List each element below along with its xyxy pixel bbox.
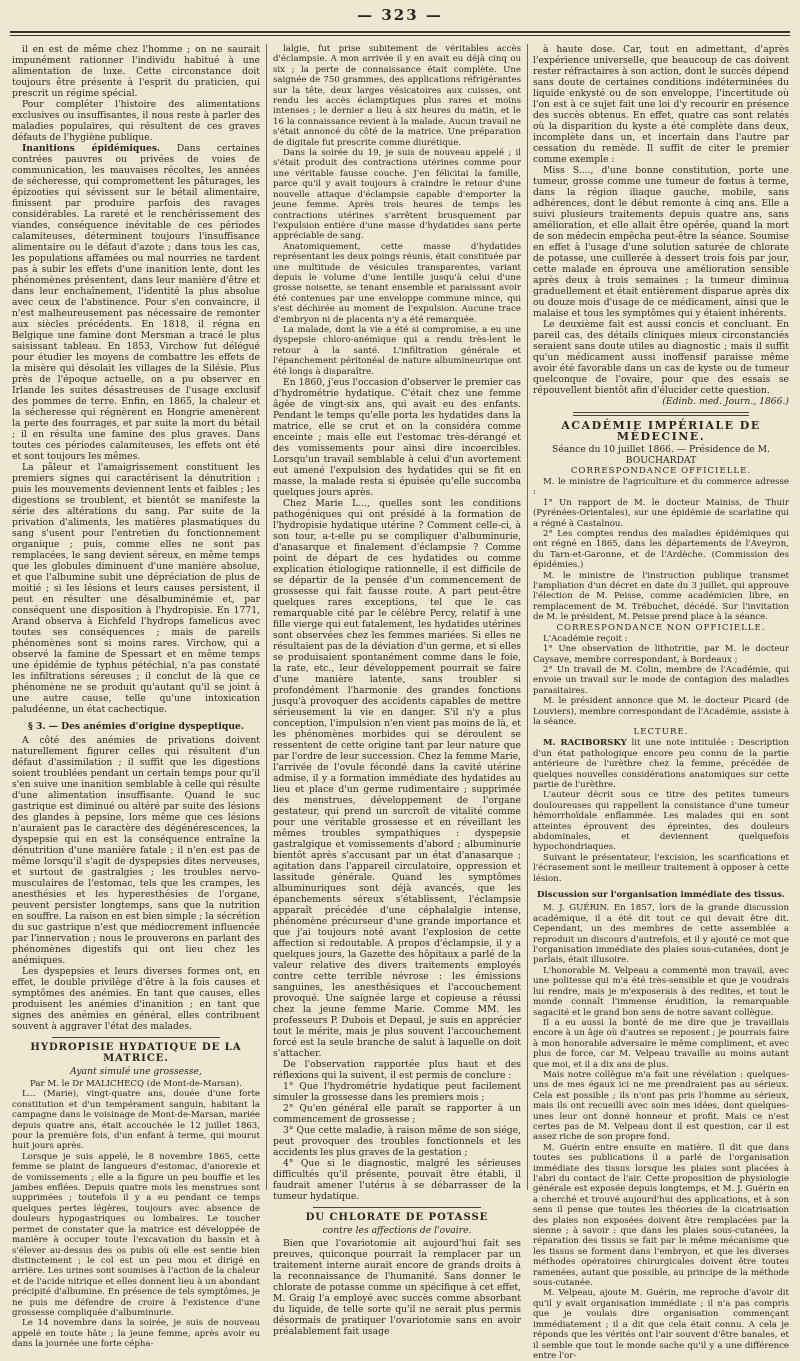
paragraph: Chez Marie L..., quelles sont les conditions pathogéniques qui ont présidé à la formation de l'hydropisie hydatique utérine ? Comment celle-ci, à son tour, a-t-elle pu se compliquer d'albuminurie, d'anasarque et finalement d'éclampsie ? Comme point de départ de ces hydatides ou comme explication étiologique rationnelle, il est difficile de se départir de la pensée d'un commencement de grossesse qui fait fausse route. A part peut-être quelques rares exceptions, tel que le cas remarquable cité par le célèbre Percy, relatif à une fille vierge qui eut fatalement, les hydatides utérines sont observées chez les femmes mariées. Si elles ne résultaient pas de la déviation d'un germe, et si elles se produisaient spontanément comme dans le foie, la rate, etc., leur développement pourrait se faire d'une manière latente, sans troubler si profondément l'harmonie des grandes fonctions jusqu'à provoquer des accidents capables de mettre sérieusement la vie en danger. S'il n'y a plus conception, l'impulsion n'en vient pas moins de là, et les phénomènes morbides qui se déroulent se ressentent de cette origine tant par leur nature que par l'ordre de leur succession. Chez la femme Marie, l'arrivée de l'ovule fécondé dans la cavité utérine admise, il y a formation immédiate des hydatides au lieu et place d'un germe rudimentaire ; supprimée des menstrues, développement de l'organe gestateur, qui prend un surcroît de vitalité comme pour une véritable grossesse et en réveillant les mêmes troubles sympathiques : dyspepsie gastralgique et vomissements d'abord ; albuminurie bientôt après s'accusant par un état d'anasarque ; agitation dans l'appareil circulatoire, oppression et lassitude générale. Quand les symptômes albuminuriques sont déjà avancés, que les épanchements séreux s'établissent, l'éclampsie apparaît précédée d'une céphalalgie intense, phénomène précurseur d'une grande importance et que j'ai toujours noté avant l'explosion de cette affection si redoutable. A propos d'éclampsie, il y a quelques jours, la Gazette des hôpitaux a parlé de la valeur relative des divers traitements employés contre cette terrible névrose : les émissions sanguines, les anesthésiques et l'accouchement provoqué. Une saignée large et copieuse a réussi chez la jeune femme Marie. Comme MM. les professeurs P. Dubois et Depaul, je suis en apprécier tout le mérite, mais je plus souvent l'accouchement forcé est la seule branche de salut à laquelle on doit s'attacher. bbox=[273, 498, 521, 1059]
paragraph: Pour compléter l'histoire des alimentations exclusives ou insuffisantes, il nous reste à parler des maladies populaires, qui résultent de ces graves défauts de l'hygiène publique. bbox=[12, 99, 260, 143]
subsection-heading: LECTURE. bbox=[633, 727, 689, 738]
speaker-name: M. RACIBORSKY bbox=[543, 738, 627, 749]
run-in-heading: Inanitions épidémiques. bbox=[22, 143, 161, 154]
paragraph-text: Dans certaines contrées pauvres ou privées de voies de communication, les mauvaises récoltes, les années de sécheresse, qui compromettent les pâturages, les épizooties qui sévissent sur le bétail alimentaire, finissent par produire parfois des ravages considérables. La rareté et le renchérissement des viandes, conséquence inévitable de ces périodes calamiteuses, déterminent toujours l'insuffisance alimentaire ou le défaut d'azote ; dans tous les cas, les populations affamées ou mal nourries ne tardent pas à subir les effets d'une inanition lente, dont les phénomènes présentent, dans leur manière d'être et dans leur enchaînement, l'identité la plus absolue avec ceux de l'abstinence. Pour s'en convaincre, il n'est malheureusement pas nécessaire de remonter aux siècles précédents. En 1818, il régna en Belgique une famine dont Mersman a tracé le plus saisissant tableau. En 1853, Virchow fut délégué pour étudier les moyens de combattre les effets de la misère qui désolait les villages de la Silésie. Plus près de l'époque actuelle, on a pu observer en Irlande les suites désastreuses de l'usage exclusif des pommes de terre. Enfin, en 1865, la chaleur et la sécheresse qui régnèrent en Hongrie amenèrent la perte des fourrages, et par suite la mort du bétail ; il en résulta une famine des plus graves. Dans toutes ces périodes calamiteuses, les effets ont été et sont toujours les mêmes. bbox=[12, 143, 261, 462]
paragraph: M. le ministre de l'instruction publique transmet l'ampliation d'un décret en date du 3 juillet, qui approuve l'élection de M. Peisse, comme académicien libre, en remplacement de M. Trébuchet, décédé. Sur l'invitation de M. le président, M. Peisse prend place à la séance. bbox=[533, 570, 789, 623]
article-subtitle: Ayant simulé une grossesse, bbox=[70, 1066, 202, 1077]
paragraph bbox=[533, 738, 789, 790]
subsection-heading: CORRESPONDANCE NON OFFICIELLE. bbox=[556, 622, 766, 633]
column-separator-1 bbox=[266, 44, 267, 1190]
paragraph: Le deuxième fait est aussi concis et concluant. En pareil cas, des détails cliniques mieux circonstanciés seraient sans doute utiles au diagnostic ; mais il suffit qu'un médicament aussi inoffensif paraisse même avoir été favorable dans un cas de kyste ou de tumeur quelconque de l'ovaire, pour que des essais se répouvellent bientôt afin d'élucider cette question. bbox=[533, 319, 789, 396]
paragraph: Les dyspepsies et leurs diverses formes ont, en effet, le double privilège d'être à la fois causes et symptômes des anémies. En tant que causes, elles produisent les anémies d'inanition ; en tant que signes des anémies en général, elles contribuent souvent à aggraver l'état des malades. bbox=[12, 966, 260, 1032]
article-divider bbox=[313, 1207, 481, 1208]
article-title: DU CHLORATE DE POTASSE bbox=[305, 1212, 489, 1223]
column-3 bbox=[533, 44, 790, 1361]
source-citation: (Edinb. med. Journ., 1866.) bbox=[662, 396, 789, 407]
paragraph: il en est de même chez l'homme ; on ne saurait impunément rationner l'individu habitué à une alimentation de luxe. Cette circonstance doit toujours être présente à l'esprit du praticien, qui prescrit un régime spécial. bbox=[12, 44, 260, 99]
paragraph: 1° Une observation de lithotritie, par M. le docteur Caysave, membre correspondant, à Bordeaux ; bbox=[533, 644, 789, 665]
subsection-heading: Discussion sur l'organisation immédiate des tissus. bbox=[537, 890, 785, 901]
paragraph: 1° Un rapport de M. le docteur Mainiss, de Thuir (Pyrénées-Orientales), sur une épidémie de scarlatine qui a régné à Castalnou. bbox=[533, 497, 789, 529]
page-number: — 323 — bbox=[357, 6, 443, 24]
paragraph: Mais notre collègue m'a fait une révélation : quelques-uns de mes égaux ici ne me prendraient pas au sérieux. Cela est possible ; ils n'ont pas pris l'homme au sérieux, mais ils ont recueilli avec soin mes idées, dont quelques-unes leur ont donné honneur et profit. Mais ce n'est certes pas de M. Velpeau dont il est question, car il est assez riche de son propre fond. bbox=[533, 1069, 789, 1143]
section-divider-thin bbox=[573, 415, 749, 416]
conclusion-item: 4° Que si le diagnostic, malgré les sérieuses difficultés qu'il présente, pouvait être établi, il faudrait amener l'utérus à se débarrasser de la tumeur hydatique. bbox=[273, 1158, 521, 1202]
paragraph: 2° Un travail de M. Colin, membre de l'Académie, qui envoie un travail sur le mode de contagion des maladies parasitaires. bbox=[533, 664, 789, 696]
column-1 bbox=[12, 44, 261, 1350]
paragraph: L'honorable M. Velpeau a commenté mon travail, avec une politesse qui m'a été très-sensible et que je voudrais lui rendre, mais je m'exposerais à des redites, et tout le monde connaît l'immense érudition, la remarquable sagacité et le grand bon sens de notre savant collègue. bbox=[533, 965, 789, 1018]
article-divider bbox=[52, 1037, 220, 1038]
paragraph: L'Académie reçoit : bbox=[543, 633, 628, 644]
paragraph: M. Guérin entre ensuite en matière. Il dit que dans toutes ses publications il a parlé de l'organisation immédiate des tissus lorsque les plaies sont placées à l'abri du contact de l'air. Cette proposition de physiologie générale est exposée depuis longtemps, et M. J. Guérin en a cherché et trouvé aujourd'hui des applications, et à son sens il pense que toutes les théories de la cicatrisation des plaies non exposées doivent être remplacées par la sienne ; à savoir : que dans les plaies sous-cutanées, la réparation des tissus se fait par le même mécanisme que les tissus se forment dans l'embryon, et que les diverses méthodes opératoires chirurgicales doivent être toutes ramenées, autant que possible, au principe de la méthode sous-cutanée. bbox=[533, 1142, 789, 1289]
column-2 bbox=[273, 44, 521, 1337]
paragraph: Le 14 novembre dans la soirée, je suis de nouveau appelé en toute hâte ; la jeune femme, après avoir eu dans la journée une forte cépha- bbox=[12, 1318, 260, 1350]
paragraph bbox=[12, 143, 260, 462]
paragraph: Dans la soirée du 19, je suis de nouveau appelé ; il s'était produit des contractions utérines comme pour une véritable fausse couche. J'en félicitai la famille, parce qu'il y avait toujours à craindre le retour d'une nouvelle attaque d'éclampsie capable d'emporter la jeune femme. Après trois heures de temps les contractions utérines s'arrêtent brusquement par l'expulsion entière d'une masse d'hydatides sans perte appréciable de sang. bbox=[273, 148, 521, 242]
paragraph: Lorsque je suis appelé, le 8 novembre 1865, cette femme se plaint de langueurs d'estomac, d'anorexie et de vomissements ; elle a la figure un peu bouffie et les jambes enflées. Depuis quatre mois les menstrues sont supprimées ; toutefois il y a eu pendant ce temps quelques pertes légères, toujours avec absence de douleurs hypogastriques ou lombaires. Le toucher permet de constater que la matrice est développée de manière à occuper toute l'excavation du bassin et à s'élever au-dessus des os pubis où elle est sentie bien distinctement ; le col est un peu mou et dirigé en arrière. Les urines sont soumises à l'action de la chaleur et de l'acide nitrique et elles donnent lieu à un abondant précipité d'albumine. En présence de tels symptômes, je ne puis me défendre de croire à l'existence d'une grossesse compliquée d'albuminurie. bbox=[12, 1151, 260, 1318]
paragraph: La pâleur et l'amaigrissement constituent les premiers signes qui caractérisent la dénutrition ; puis les mouvements deviennent lents et faibles ; les digestions se troublent, et bientôt se manifeste la série des altérations du sang. Par suite de la privation d'aliments, les matières plasmatiques du sang s'usent pour l'entretien du fonctionnement organique ; puis, comme elles ne sont pas remplacées, le sang devient séreux, en même temps que les globules diminuent d'une manière absolue, et que l'albumine subit une dépréciation de plus de moitié ; si les lésions et leurs causes persistent, il peut en résulter une désalbuminémie et, par conséquent une disposition à l'hydropisie. En 1771, Arand observa à Eichfeld l'hydrops famelicus avec toutes ses conséquences ; mais de pareils phénomènes sont si moins rares. Virchow, qui a observé la famine de Spessart et en même temps une épidémie de typhus pétéchial, n'a pas constaté les infiltrations séreuses ; il conclut de là que ce phénomène ne se produit qu'autant qu'il se joint à une autre cause, telle qu'une intoxication paludéenne, un état cachectique. bbox=[12, 462, 260, 715]
section-title: ACADÉMIE IMPÉRIALE DE MÉDECINE. bbox=[561, 419, 761, 443]
header-rule bbox=[10, 31, 790, 33]
paragraph: M. le ministre de l'agriculture et du commerce adresse : bbox=[533, 477, 789, 498]
paragraph: lalgie, fut prise subitement de véritables accès d'éclampsie. A mon arrivée il y en avait eu déjà cinq ou six ; la perte de connaissance était complète. Une saignée de 750 grammes, des applications réfrigérantes sur la tête, deux larges vésicatoires aux cuisses, ont rendu les accès éclamptiques plus rares et moins intenses ; le dernier a lieu à six heures du matin, et le 16 la connaissance revient à la malade. Aucun travail ne s'était annoncé du côté de la matrice. Une préparation de digitale fut prescrite comme diurétique. bbox=[273, 44, 521, 148]
paragraph: L'auteur décrit sous ce titre des petites tumeurs douloureuses qui rappellent la consistance d'une tumeur hémorrhoïdale enflammée. Les malades qui en sont atteintes éprouvent des épreintes, des douleurs abdominales, et deviennent quelquefois hypochondriaques. bbox=[533, 790, 789, 853]
paragraph: 2° Les comptes rendus des maladies épidémiques qui ont régné en 1865, dans les départements de l'Aveyron, du Tarn-et-Garonne, et de l'Ardèche. (Commission des épidémies.) bbox=[533, 529, 789, 571]
section-heading: § 3. — Des anémies d'origine dyspeptique. bbox=[27, 721, 245, 732]
paragraph: L... (Marie), vingt-quatre ans, douée d'une forte constitution et d'un tempérament sanguin, habitant la campagne dans le voisinage de Mont-de-Marsan, mariée depuis quatre ans, était accouchée le 12 juillet 1863, pour la première fois, d'un enfant à terme, qui mourut huit jours après. bbox=[12, 1089, 260, 1152]
paragraph: Suivant le présentateur, l'excision, les scarifications et l'écrasement sont le meilleur traitement à opposer à cette lésion. bbox=[533, 852, 789, 884]
column-separator-2 bbox=[527, 44, 528, 1190]
article-byline: Par M. le Dr MALICHECQ (de Mont-de-Marsan). bbox=[30, 1079, 242, 1089]
paragraph: Miss S...., d'une bonne constitution, porte une tumeur, grosse comme une tumeur de fœtus à terme, dans la région iliaque gauche, mobile, sans adhérences, dont le début remonte à cinq ans. Elle a suivi plusieurs traitements depuis quatre ans, sans amélioration, et elle allait être opérée, quand la mort de son médecin empêcha peut-être la séance. Soumise en effet à l'usage d'une solution saturée de chlorate de potasse, une cuillerée à dessert trois fois par jour, cette malade en éprouva une amélioration sensible après deux à trois semaines ; la tumeur diminua graduellement et était entièrement disparue après dix ou douze mois d'usage de ce médicament, ainsi que le malaise et tous les symptômes qui y étaient inhérents. bbox=[533, 165, 789, 319]
paragraph: à haute dose. Car, tout en admettant, d'après l'expérience universelle, que beaucoup de cas doivent rester réfractaires à son action, dont le succès dépend sans doute de certaines conditions indéterminées du liquide enkysté ou de son enveloppe, l'incertitude où l'on est à ce sujet fait une loi d'y recourir en présence des succès obtenus. En effet, quatre cas sont relatés où la disparition du kyste a été complète dans deux, incomplète dans un, et incertain dans l'autre par cessation du remède. Il suffit de citer le premier comme exemple : bbox=[533, 44, 789, 165]
paragraph: De l'observation rapportée plus haut et des réflexions qui la suivent, il est permis de conclure : bbox=[273, 1059, 521, 1081]
paragraph: La malade, dont la vie a été si compromise, a eu une dyspepsie chloro-anémique qui a rendu très-lent le retour à la santé. L'infiltration générale et l'épanchement péritonéal de nature albumineurique ont été longs à disparaître. bbox=[273, 324, 521, 377]
section-divider bbox=[573, 412, 749, 413]
conclusion-item: 2° Qu'en général elle paraît se rapporter à un commencement de grossesse ; bbox=[273, 1103, 521, 1125]
paragraph-text: lit une note intitulée : Description d'un état pathologique encore peu connu de la partie antérieure de l'urèthre chez la femme, précédée de quelques nouvelles considérations anatomiques sur cette partie de l'urèthre. bbox=[533, 738, 790, 790]
paragraph: Bien que l'ovariotomie ait aujourd'hui fait ses preuves, quiconque pourrait la remplacer par un traitement interne aurait encore de grands droits à la reconnaissance de l'humanité. Sans donner le chlorate de potasse comme un spécifique à cet effet, M. Graig l'a employé avec succès comme absorbant du liquide, de telle sorte qu'il ne serait plus permis désormais de pratiquer l'ovariotomie sans en avoir préalablement fait usage bbox=[273, 1238, 521, 1337]
conclusion-item: 3° Que cette maladie, à raison même de son siége, peut provoquer des troubles fonctionnels et les accidents les plus graves de la gestation ; bbox=[273, 1125, 521, 1158]
article-title: HYDROPISIE HYDATIQUE DE LA MATRICE. bbox=[30, 1042, 242, 1064]
header-rule-thin bbox=[10, 35, 790, 36]
paragraph: M. J. GUÉRIN. En 1857, lors de la grande discussion académique, il a été dit tout ce qui devait être dit. Cependant, un des membres de cette assemblée a reproduit un discours d'autrefois, et il y ajouté ce mot que l'organisation immédiate des plaies sous-cutanées, dont je parlais, était illusoire. bbox=[533, 903, 789, 966]
session-line: Séance du 10 juillet 1866. — Présidence de M. BOUCHARDAT bbox=[552, 444, 770, 466]
paragraph: En 1860, j'eus l'occasion d'observer le premier cas d'hydrométrie hydatique. C'était chez une femme âgée de vingt-six ans, qui avait eu des enfants. Pendant le temps qu'elle porta les hydatides dans la matrice, elle se crut et on la considéra comme enceinte ; mais elle eut l'estomac très-dérangé et des vomissements pour ainsi dire incoercibles. Lorsqu'un travail semblable à celui d'un avortement eut amené l'expulsion des hydatides qui se fit en masse, la malade resta si épuisée qu'elle succomba quelques jours après. bbox=[273, 377, 521, 498]
subsection-heading: CORRESPONDANCE OFFICIELLE. bbox=[570, 466, 752, 476]
conclusion-item: 1° Que l'hydrométrie hydatique peut facilement simuler la grossesse dans les premiers mois ; bbox=[273, 1081, 521, 1103]
paragraph: M. le président annonce que M. le docteur Picard (de Louviers), membre correspondant de l'Académie, assiste à la séance. bbox=[533, 696, 789, 727]
paragraph: M. Velpeau, ajoute M. Guérin, me reproche d'avoir dit qu'il y avait organisation immédiate ; il n'a pas compris que je voulais dire organisation commençant immédiatement ; il a dit que cela était connu. A cela je réponds que les vérités ont l'air souvent d'être banales, et il semble que tout le monde sache qu'il y a une différence entre l'or- bbox=[533, 1288, 789, 1361]
paragraph: Il a eu aussi la bonté de me dire que je travaillais encore à un âge où d'autres se reposent ; je pourrais faire à mon honorable adversaire le même compliment, et avec plus de force, car M. Velpeau travaille au moins autant que moi, et il a dix ans de plus. bbox=[533, 1017, 789, 1070]
article-subtitle: contre les affections de l'ovaire. bbox=[322, 1225, 472, 1236]
paragraph: A côté des anémies de privations doivent naturellement figurer celles qui résultent d'un défaut d'assimilation ; il suffit que les digestions soient troublées pendant un certain temps pour qu'il s'en suive une inanition semblable à celle qui résulte d'une alimentation insuffisante. Quand le suc gastrique est diminué ou altéré par suite des lésions des glandes à pepsine, lors même que ces lésions n'auraient pas le caractère des dégénérescences, la dyspepsie qui en est la conséquence entraîne la dénutrition d'une manière fatale ; il n'en est pas de même lorsqu'il s'agit de dyspepsies dites nerveuses, et surtout de gastralgies ; les troubles nervo-musculaires de l'estomac, tels que les crampes, les anesthésies et les hyperesthésies de l'organe, peuvent persister longtemps, sans que la nutrition en souffre. La raison en est bien simple ; la sécrétion du suc gastrique n'est que médiocrement influencée par l'innervation ; nous le prouverons en parlant des phénomènes digestifs qui ont lieu chez les anémiques. bbox=[12, 735, 260, 966]
paragraph: Anatomiquement, cette masse d'hydatides représentant les deux poings réunis, était constituée par une multitude de vésicules transparentes, variant depuis le volume d'une lentille jusqu'à celui d'une grosse noisette, se tenant ensemble et paraissant avoir été contenues par une enveloppe commune mince, qui s'est déchirée au moment de l'expulsion. Aucune trace d'embryon ni de placenta n'y a été remarquée. bbox=[273, 241, 521, 325]
